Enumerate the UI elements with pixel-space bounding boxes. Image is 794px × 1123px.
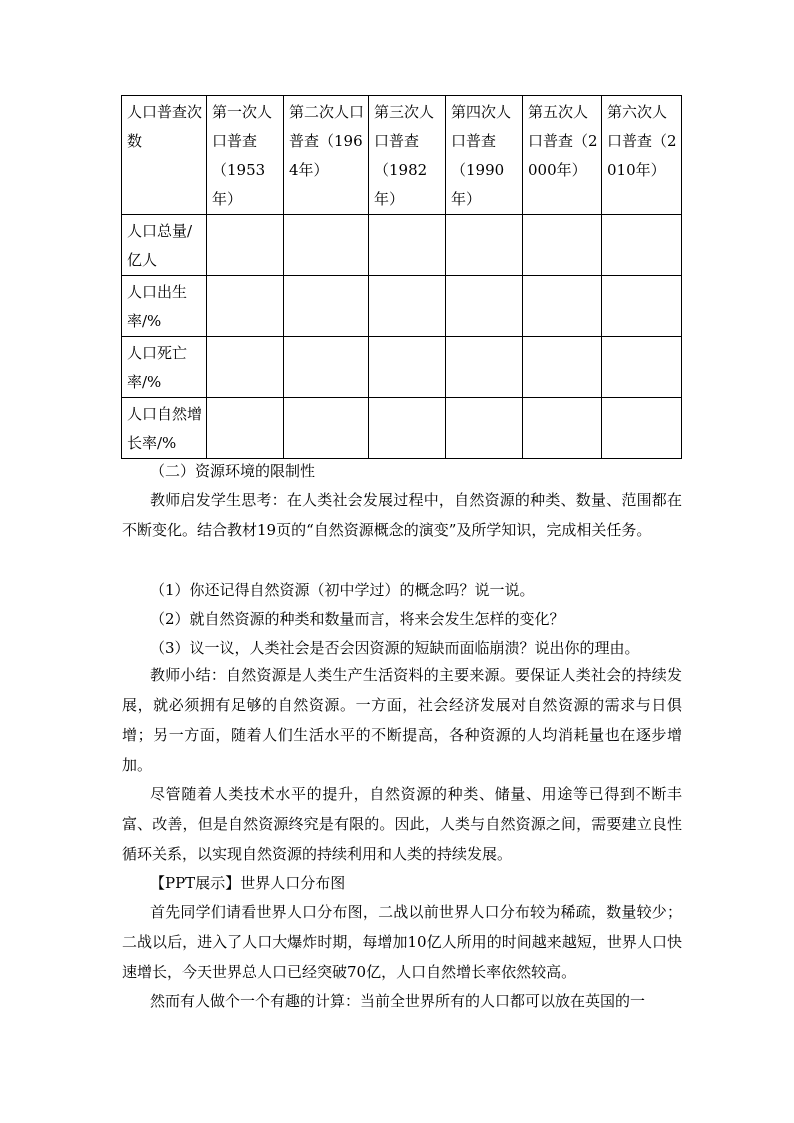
table-row [122,398,682,459]
empty-cell [602,398,682,459]
empty-cell [284,215,369,276]
header-cell: 第五次人口普查（2000年） [523,96,602,215]
empty-cell [207,276,284,337]
empty-cell [523,276,602,337]
empty-cell [602,337,682,398]
header-cell: 第六次人口普查（2010年） [602,96,682,215]
empty-cell [446,398,523,459]
row-label: 人口出生率/% [122,276,207,337]
empty-cell [523,337,602,398]
paragraph-calculation: 然而有人做个一个有趣的计算：当前全世界所有的人口都可以放在英国的一 [150,992,646,1010]
empty-cell [446,215,523,276]
empty-cell [369,337,446,398]
question-3: （3）议一议，人类社会是否会因资源的短缺而面临崩溃？说出你的理由。 [150,639,640,657]
header-cell: 人口普查次数 [122,96,207,215]
header-cell: 第三次人口普查（1982年） [369,96,446,215]
paragraph-limits: 尽管随着人类技术水平的提升，自然资源的种类、储量、用途等已得到不断丰富、改善，但是自然资源终究是有限的。因此，人类与自然资源之间，需要建立良性循环关系，以实现自然资源的持续利用和人类的持续发展。 [122,785,682,863]
empty-cell [602,276,682,337]
empty-cell [207,337,284,398]
empty-cell [369,215,446,276]
empty-cell [523,398,602,459]
table-row [122,276,682,337]
section-heading: （二）资源环境的限制性 [150,462,316,480]
paragraph-intro: 教师启发学生思考：在人类社会发展过程中，自然资源的种类、数量、范围都在不断变化。结合教材19页的“自然资源概念的演变”及所学知识，完成相关任务。 [122,491,682,539]
table-row [122,215,682,276]
empty-cell [207,215,284,276]
empty-cell [284,276,369,337]
empty-cell [602,215,682,276]
empty-cell [284,337,369,398]
empty-cell [446,337,523,398]
empty-cell [523,215,602,276]
census-table [121,95,682,459]
table-row [122,337,682,398]
ppt-heading: 【PPT展示】世界人口分布图 [150,874,346,892]
row-label: 人口死亡率/% [122,337,207,398]
empty-cell [369,398,446,459]
empty-cell [284,398,369,459]
question-2: （2）就自然资源的种类和数量而言，将来会发生怎样的变化？ [150,610,565,628]
row-label: 人口自然增长率/% [122,398,207,459]
paragraph-population: 首先同学们请看世界人口分布图，二战以前世界人口分布较为稀疏，数量较少；二战以后，进入了人口大爆炸时期，每增加10亿人所用的时间越来越短，世界人口快速增长，今天世界总人口已经突破70亿，人口自然增长率依然较高。 [122,903,682,981]
paragraph-summary: 教师小结：自然资源是人类生产生活资料的主要来源。要保证人类社会的持续发展，就必须拥有足够的自然资源。一方面，社会经济发展对自然资源的需求与日俱增；另一方面，随着人们生活水平的不断提高，各种资源的人均消耗量也在逐步增加。 [122,666,682,774]
row-label: 人口总量/亿人 [122,215,207,276]
empty-cell [207,398,284,459]
empty-cell [369,276,446,337]
table-header-row [122,96,682,215]
header-cell: 第二次人口普查（1964年） [284,96,369,215]
question-1: （1）你还记得自然资源（初中学过）的概念吗？说一说。 [150,581,535,599]
header-cell: 第一次人口普查（1953年） [207,96,284,215]
empty-cell [446,276,523,337]
header-cell: 第四次人口普查（1990年） [446,96,523,215]
